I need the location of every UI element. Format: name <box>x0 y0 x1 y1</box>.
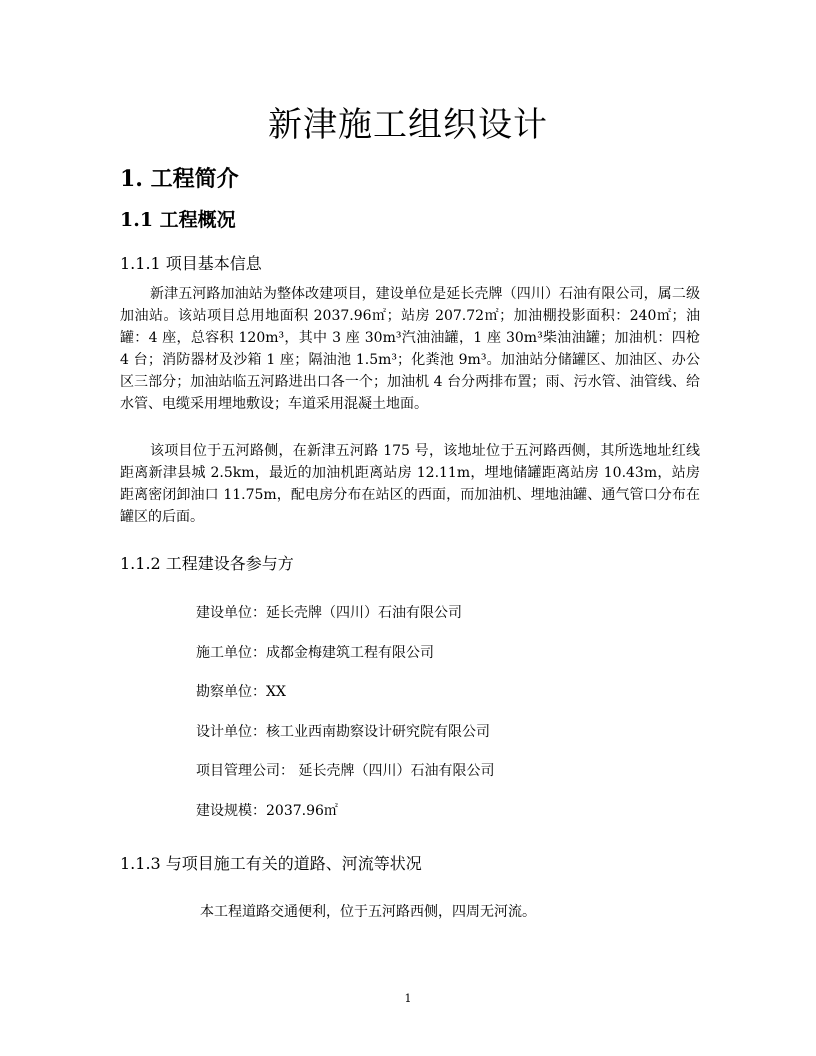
list-item: 建设单位：延长壳牌（四川）石油有限公司 <box>196 605 462 621</box>
list-item: 勘察单位：XX <box>196 684 286 700</box>
list-item: 施工单位：成都金梅建筑工程有限公司 <box>196 644 434 661</box>
paragraph-basic-info: 新津五河路加油站为整体改建项目，建设单位是延长壳牌（四川）石油有限公司，属二级加油站。该站项目总用地面积 2037.96㎡；站房 207.72㎡；加油棚投影面积：240㎡；油罐：4 座，总容积 120m³，其中 3 座 30m³汽油油罐，1 座 30m³柴油油罐；加油机：四枪 4 台；消防器材及沙箱 1 座；隔油池 1.5m³；化粪池 9m³。加油站分储罐区、加油区、办公区三部分；加油站临五河路进出口各一个；加油机 4 台分两排布置；雨、污水管、油管线、给水管、电缆采用埋地敷设；车道采用混凝土地面。 <box>120 286 700 412</box>
section-heading-1-1-1: 1.1.1 项目基本信息 <box>120 254 262 273</box>
list-item: 项目管理公司： 延长壳牌（四川）石油有限公司 <box>196 763 495 779</box>
participants-list <box>196 598 494 835</box>
document-title: 新津施工组织设计 <box>268 105 548 145</box>
section-heading-1: 1. 工程简介 <box>120 166 239 192</box>
list-item: 建设规模：2037.96㎡ <box>196 802 338 819</box>
section-heading-1-1: 1.1 工程概况 <box>120 209 236 231</box>
paragraph-location: 该项目位于五河路侧，在新津五河路 175 号，该地址位于五河路西侧，其所选地址红线距离新津县城 2.5km，最近的加油机距离站房 12.11m，埋地储罐距离站房 10.43m，站房距离密闭卸油口 11.75m，配电房分布在站区的西面，而加油机、埋地油罐、通气管口分布在罐区的后面。 <box>120 443 700 525</box>
page-number: 1 <box>404 992 412 1005</box>
section-heading-1-1-2: 1.1.2 工程建设各参与方 <box>120 554 294 573</box>
section-heading-1-1-3: 1.1.3 与项目施工有关的道路、河流等状况 <box>120 854 422 873</box>
paragraph-roads-rivers: 本工程道路交通便利，位于五河路西侧，四周无河流。 <box>200 904 536 920</box>
list-item: 设计单位：核工业西南勘察设计研究院有限公司 <box>196 723 490 740</box>
